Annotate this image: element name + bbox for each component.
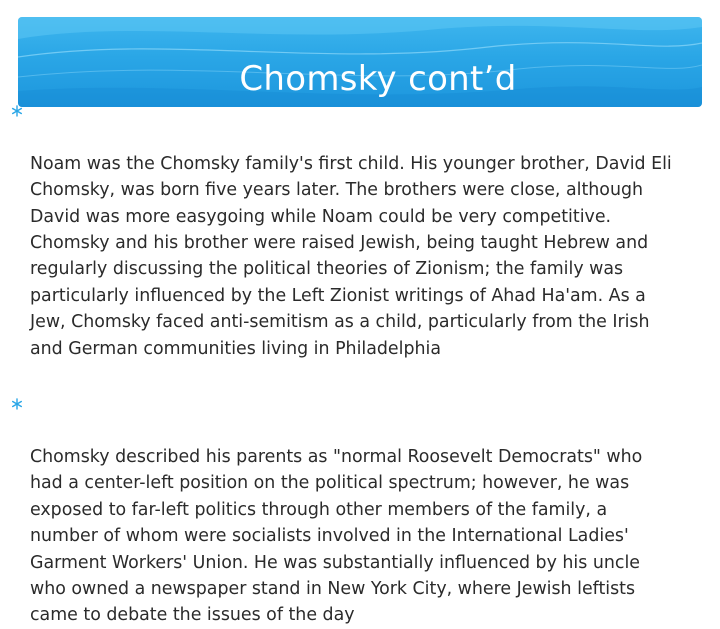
bullet-item: [0, 98, 720, 362]
bullet-list: [0, 98, 720, 629]
title-banner: [18, 17, 702, 107]
slide-title: Chomsky cont’d: [239, 59, 517, 99]
asterisk-bullet-icon: [11, 105, 23, 117]
bullet-text: Noam was the Chomsky family's first child. His younger brother, David Eli Chomsky, was born five years later. The brothers were close, although David was more easygoing while Noam could be very competitive. Chomsky and his brother were raised Jewish, being taught Hebrew and regularly discussing the political theories of Zionism; the family was particularly influenced by the Left Zionist writings of Ahad Ha'am. As a Jew, Chomsky faced anti-semitism as a child, particularly from the Irish and German communities living in Philadelphia: [30, 153, 672, 359]
bullet-text: Chomsky described his parents as "normal Roosevelt Democrats" who had a center-left position on the political spectrum; however, he was exposed to far-left politics through other members of the family, a number of whom were socialists involved in the International Ladies' Garment Workers' Union. He was substantially influenced by his uncle who owned a newspaper stand in New York City, where Jewish leftists came to debate the issues of the day: [30, 446, 643, 626]
asterisk-bullet-icon: [11, 398, 23, 410]
bullet-item: [0, 391, 720, 629]
